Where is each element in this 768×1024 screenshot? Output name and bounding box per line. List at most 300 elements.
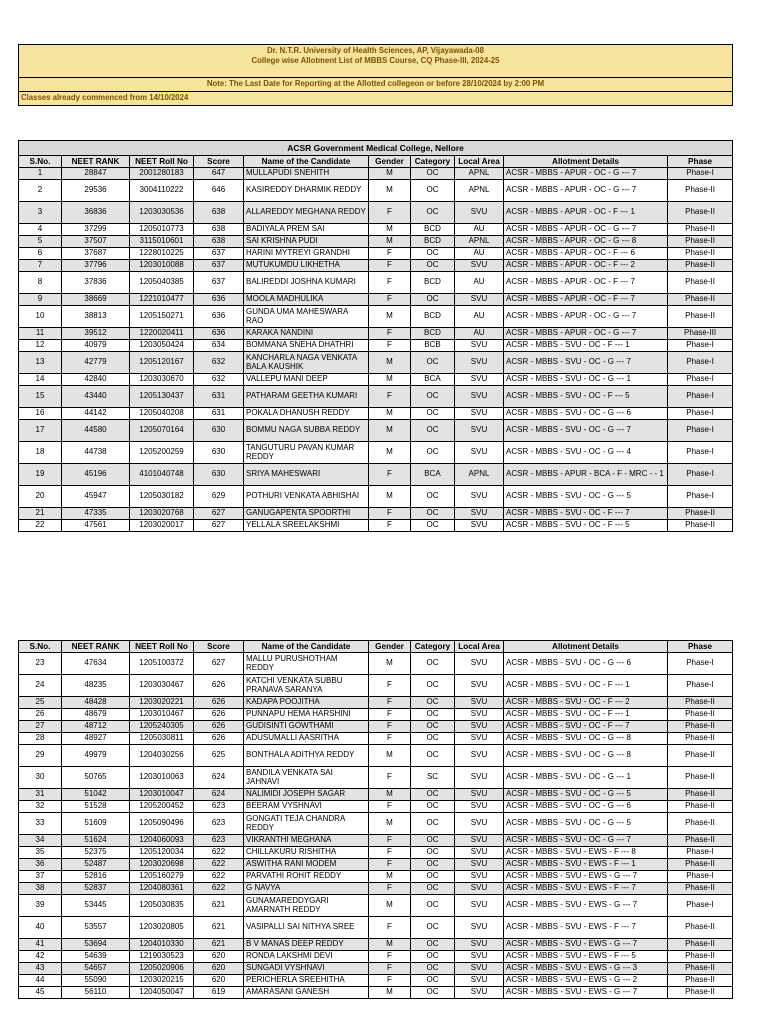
header-title-cell xyxy=(19,45,733,68)
local-area-cell: SVU xyxy=(455,420,504,442)
score-cell: 631 xyxy=(194,408,244,420)
phase-cell: Phase-II xyxy=(668,939,733,951)
local-area-cell: SVU xyxy=(455,733,504,745)
category-cell: OC xyxy=(411,895,455,917)
category-cell: OC xyxy=(411,180,455,202)
col-header: Score xyxy=(194,641,244,653)
score-cell: 637 xyxy=(194,260,244,272)
score-cell: 620 xyxy=(194,963,244,975)
category-cell: BCA xyxy=(411,464,455,486)
allotment-details-cell: ACSR - MBBS - SVU - OC - G --- 4 xyxy=(504,442,668,464)
neet-rank-cell: 42840 xyxy=(62,374,130,386)
category-cell: OC xyxy=(411,721,455,733)
category-cell: BCA xyxy=(411,374,455,386)
neet-rank-cell: 45196 xyxy=(62,464,130,486)
allotment-details-cell: ACSR - MBBS - SVU - EWS - G --- 7 xyxy=(504,939,668,951)
local-area-cell: SVU xyxy=(455,883,504,895)
sno-cell: 40 xyxy=(19,917,62,939)
neet-rank-cell: 52487 xyxy=(62,859,130,871)
local-area-cell: SVU xyxy=(455,508,504,520)
candidate-name-cell: ADUSUMALLI AASRITHA xyxy=(244,733,369,745)
neet-rank-cell: 53694 xyxy=(62,939,130,951)
local-area-cell: SVU xyxy=(455,789,504,801)
local-area-cell: SVU xyxy=(455,767,504,789)
allotment-details-cell: ACSR - MBBS - SVU - EWS - F --- 7 xyxy=(504,917,668,939)
local-area-cell: SVU xyxy=(455,835,504,847)
neet-rank-cell: 36836 xyxy=(62,202,130,224)
neet-rank-cell: 56110 xyxy=(62,987,130,999)
sno-cell: 1 xyxy=(19,168,62,180)
local-area-cell: SVU xyxy=(455,486,504,508)
candidate-name-cell: PARVATHI ROHIT REDDY xyxy=(244,871,369,883)
table-row xyxy=(19,202,733,224)
table-row xyxy=(19,180,733,202)
allotment-details-cell: ACSR - MBBS - APUR - OC - F --- 7 xyxy=(504,294,668,306)
col-header: Gender xyxy=(369,641,411,653)
gender-cell: F xyxy=(369,835,411,847)
roll-no-cell: 1203030670 xyxy=(130,374,194,386)
roll-no-cell: 1205010773 xyxy=(130,224,194,236)
gender-cell: F xyxy=(369,883,411,895)
table-row xyxy=(19,328,733,340)
score-cell: 634 xyxy=(194,340,244,352)
sno-cell: 26 xyxy=(19,709,62,721)
neet-rank-cell: 53445 xyxy=(62,895,130,917)
gender-cell: F xyxy=(369,733,411,745)
roll-no-cell: 1205120167 xyxy=(130,352,194,374)
col-header: NEET RANK xyxy=(62,156,130,168)
candidate-name-cell: POTHURI VENKATA ABHISHAI xyxy=(244,486,369,508)
table-row xyxy=(19,374,733,386)
roll-no-cell: 1203030467 xyxy=(130,675,194,697)
table-row xyxy=(19,975,733,987)
phase-cell: Phase-II xyxy=(668,306,733,328)
gender-cell: M xyxy=(369,408,411,420)
reporting-note: Note: The Last Date for Reporting at the Allotted collegeon or before 28/10/2024 by 2:00 PM xyxy=(19,78,733,92)
allotment-details-cell: ACSR - MBBS - SVU - OC - F --- 1 xyxy=(504,340,668,352)
col-header: S.No. xyxy=(19,641,62,653)
sno-cell: 4 xyxy=(19,224,62,236)
neet-rank-cell: 54657 xyxy=(62,963,130,975)
roll-no-cell: 1204010330 xyxy=(130,939,194,951)
phase-cell: Phase-I xyxy=(668,871,733,883)
sno-cell: 13 xyxy=(19,352,62,374)
allotment-details-cell: ACSR - MBBS - APUR - OC - F --- 1 xyxy=(504,202,668,224)
allotment-details-cell: ACSR - MBBS - SVU - OC - G --- 5 xyxy=(504,486,668,508)
col-header: NEET Roll No xyxy=(130,641,194,653)
neet-rank-cell: 38669 xyxy=(62,294,130,306)
score-cell: 636 xyxy=(194,306,244,328)
allotment-details-cell: ACSR - MBBS - SVU - EWS - G --- 7 xyxy=(504,871,668,883)
roll-no-cell: 1205120034 xyxy=(130,847,194,859)
candidate-name-cell: MULLAPUDI SNEHITH xyxy=(244,168,369,180)
allotment-details-cell: ACSR - MBBS - SVU - OC - G --- 5 xyxy=(504,789,668,801)
local-area-cell: SVU xyxy=(455,801,504,813)
allotment-details-cell: ACSR - MBBS - APUR - OC - G --- 7 xyxy=(504,168,668,180)
category-cell: OC xyxy=(411,709,455,721)
gender-cell: F xyxy=(369,328,411,340)
table-row xyxy=(19,168,733,180)
neet-rank-cell: 44738 xyxy=(62,442,130,464)
phase-cell: Phase-II xyxy=(668,697,733,709)
allotment-details-cell: ACSR - MBBS - SVU - OC - G --- 7 xyxy=(504,352,668,374)
score-cell: 623 xyxy=(194,813,244,835)
category-cell: OC xyxy=(411,951,455,963)
sno-cell: 14 xyxy=(19,374,62,386)
allotment-details-cell: ACSR - MBBS - SVU - EWS - G --- 7 xyxy=(504,895,668,917)
gender-cell: M xyxy=(369,168,411,180)
candidate-name-cell: BALIREDDI JOSHNA KUMARI xyxy=(244,272,369,294)
phase-cell: Phase-II xyxy=(668,745,733,767)
gender-cell: M xyxy=(369,939,411,951)
score-cell: 625 xyxy=(194,745,244,767)
score-cell: 630 xyxy=(194,420,244,442)
local-area-cell: AU xyxy=(455,248,504,260)
table-row xyxy=(19,801,733,813)
sno-cell: 33 xyxy=(19,813,62,835)
neet-rank-cell: 49979 xyxy=(62,745,130,767)
neet-rank-cell: 45947 xyxy=(62,486,130,508)
neet-rank-cell: 37507 xyxy=(62,236,130,248)
candidate-name-cell: BONTHALA ADITHYA REDDY xyxy=(244,745,369,767)
allotment-details-cell: ACSR - MBBS - APUR - BCA - F - MRC - - 1 xyxy=(504,464,668,486)
category-cell: OC xyxy=(411,520,455,532)
local-area-cell: APNL xyxy=(455,168,504,180)
neet-rank-cell: 52837 xyxy=(62,883,130,895)
candidate-name-cell: NALIMIDI JOSEPH SAGAR xyxy=(244,789,369,801)
neet-rank-cell: 28847 xyxy=(62,168,130,180)
phase-cell: Phase-I xyxy=(668,464,733,486)
candidate-name-cell: POKALA DHANUSH REDDY xyxy=(244,408,369,420)
gender-cell: M xyxy=(369,180,411,202)
phase-cell: Phase-II xyxy=(668,294,733,306)
gender-cell: M xyxy=(369,987,411,999)
table-row xyxy=(19,653,733,675)
category-cell: OC xyxy=(411,294,455,306)
gender-cell: F xyxy=(369,675,411,697)
candidate-name-cell: KARAKA NANDINI xyxy=(244,328,369,340)
sno-cell: 39 xyxy=(19,895,62,917)
local-area-cell: SVU xyxy=(455,520,504,532)
allotment-details-cell: ACSR - MBBS - APUR - OC - F --- 6 xyxy=(504,248,668,260)
phase-cell: Phase-I xyxy=(668,847,733,859)
neet-rank-cell: 43440 xyxy=(62,386,130,408)
phase-cell: Phase-II xyxy=(668,789,733,801)
candidate-name-cell: B V MANAS DEEP REDDY xyxy=(244,939,369,951)
score-cell: 636 xyxy=(194,294,244,306)
gender-cell: M xyxy=(369,306,411,328)
local-area-cell: APNL xyxy=(455,236,504,248)
sno-cell: 19 xyxy=(19,464,62,486)
neet-rank-cell: 38813 xyxy=(62,306,130,328)
candidate-name-cell: RONDA LAKSHMI DEVI xyxy=(244,951,369,963)
local-area-cell: AU xyxy=(455,224,504,236)
score-cell: 629 xyxy=(194,486,244,508)
candidate-name-cell: GUDISINTI GOWTHAMI xyxy=(244,721,369,733)
local-area-cell: SVU xyxy=(455,202,504,224)
roll-no-cell: 2001280183 xyxy=(130,168,194,180)
neet-rank-cell: 37836 xyxy=(62,272,130,294)
table-row xyxy=(19,745,733,767)
phase-cell: Phase-II xyxy=(668,883,733,895)
score-cell: 622 xyxy=(194,847,244,859)
neet-rank-cell: 52375 xyxy=(62,847,130,859)
col-header: Name of the Candidate xyxy=(244,641,369,653)
col-header: Local Area xyxy=(455,156,504,168)
sno-cell: 35 xyxy=(19,847,62,859)
roll-no-cell: 1203020768 xyxy=(130,508,194,520)
neet-rank-cell: 42779 xyxy=(62,352,130,374)
sno-cell: 21 xyxy=(19,508,62,520)
neet-rank-cell: 39512 xyxy=(62,328,130,340)
roll-no-cell: 1205030835 xyxy=(130,895,194,917)
phase-cell: Phase-II xyxy=(668,202,733,224)
local-area-cell: AU xyxy=(455,328,504,340)
candidate-name-cell: SRIYA MAHESWARI xyxy=(244,464,369,486)
score-cell: 621 xyxy=(194,939,244,951)
table-row xyxy=(19,236,733,248)
neet-rank-cell: 29536 xyxy=(62,180,130,202)
score-cell: 626 xyxy=(194,697,244,709)
category-cell: OC xyxy=(411,871,455,883)
local-area-cell: SVU xyxy=(455,442,504,464)
sno-cell: 43 xyxy=(19,963,62,975)
score-cell: 623 xyxy=(194,835,244,847)
category-cell: OC xyxy=(411,963,455,975)
document-header xyxy=(18,44,733,115)
allotment-details-cell: ACSR - MBBS - SVU - OC - F --- 1 xyxy=(504,709,668,721)
table-row xyxy=(19,675,733,697)
allotment-details-cell: ACSR - MBBS - SVU - OC - G --- 6 xyxy=(504,408,668,420)
col-header: S.No. xyxy=(19,156,62,168)
gender-cell: F xyxy=(369,464,411,486)
phase-cell: Phase-II xyxy=(668,801,733,813)
roll-no-cell: 1205240305 xyxy=(130,721,194,733)
sno-cell: 28 xyxy=(19,733,62,745)
allotment-details-cell: ACSR - MBBS - APUR - OC - F --- 2 xyxy=(504,260,668,272)
candidate-name-cell: CHILLAKURU RISHITHA xyxy=(244,847,369,859)
phase-cell: Phase-II xyxy=(668,180,733,202)
table-row xyxy=(19,917,733,939)
phase-cell: Phase-I xyxy=(668,675,733,697)
gender-cell: F xyxy=(369,260,411,272)
allotment-details-cell: ACSR - MBBS - SVU - EWS - G --- 7 xyxy=(504,987,668,999)
phase-cell: Phase-I xyxy=(668,168,733,180)
phase-cell: Phase-II xyxy=(668,272,733,294)
score-cell: 627 xyxy=(194,508,244,520)
score-cell: 632 xyxy=(194,374,244,386)
allotment-details-cell: ACSR - MBBS - SVU - OC - G --- 1 xyxy=(504,767,668,789)
category-cell: OC xyxy=(411,745,455,767)
gender-cell: M xyxy=(369,871,411,883)
table-row xyxy=(19,386,733,408)
phase-cell: Phase-II xyxy=(668,859,733,871)
list-title: College wise Allotment List of MBBS Course, CQ Phase-III, 2024-25 xyxy=(251,56,500,65)
allotment-details-cell: ACSR - MBBS - SVU - OC - F --- 2 xyxy=(504,697,668,709)
phase-cell: Phase-II xyxy=(668,224,733,236)
phase-cell: Phase-II xyxy=(668,917,733,939)
candidate-name-cell: AMARASANI GANESH xyxy=(244,987,369,999)
roll-no-cell: 1205040208 xyxy=(130,408,194,420)
col-header: NEET Roll No xyxy=(130,156,194,168)
neet-rank-cell: 37796 xyxy=(62,260,130,272)
allotment-details-cell: ACSR - MBBS - SVU - OC - G --- 8 xyxy=(504,733,668,745)
table-row xyxy=(19,859,733,871)
category-cell: OC xyxy=(411,260,455,272)
allotment-details-cell: ACSR - MBBS - SVU - OC - G --- 5 xyxy=(504,813,668,835)
sno-cell: 34 xyxy=(19,835,62,847)
category-cell: OC xyxy=(411,917,455,939)
sno-cell: 8 xyxy=(19,272,62,294)
category-cell: OC xyxy=(411,813,455,835)
score-cell: 622 xyxy=(194,883,244,895)
sno-cell: 37 xyxy=(19,871,62,883)
local-area-cell: SVU xyxy=(455,294,504,306)
phase-cell: Phase-II xyxy=(668,963,733,975)
score-cell: 626 xyxy=(194,709,244,721)
allotment-details-cell: ACSR - MBBS - SVU - EWS - G --- 3 xyxy=(504,963,668,975)
allotment-details-cell: ACSR - MBBS - SVU - OC - F --- 5 xyxy=(504,520,668,532)
sno-cell: 25 xyxy=(19,697,62,709)
university-name: Dr. N.T.R. University of Health Sciences, AP, Vijayawada-08 xyxy=(267,46,484,55)
score-cell: 621 xyxy=(194,895,244,917)
category-cell: BCD xyxy=(411,236,455,248)
allotment-details-cell: ACSR - MBBS - SVU - EWS - F --- 5 xyxy=(504,951,668,963)
local-area-cell: SVU xyxy=(455,374,504,386)
neet-rank-cell: 47561 xyxy=(62,520,130,532)
allotment-details-cell: ACSR - MBBS - SVU - EWS - F --- 8 xyxy=(504,847,668,859)
sno-cell: 29 xyxy=(19,745,62,767)
local-area-cell: AU xyxy=(455,272,504,294)
allotment-details-cell: ACSR - MBBS - SVU - OC - G --- 1 xyxy=(504,374,668,386)
category-cell: OC xyxy=(411,883,455,895)
sno-cell: 2 xyxy=(19,180,62,202)
sno-cell: 10 xyxy=(19,306,62,328)
candidate-name-cell: VIKRANTHI MEGHANA xyxy=(244,835,369,847)
score-cell: 624 xyxy=(194,789,244,801)
table-row xyxy=(19,871,733,883)
classes-note: Classes already commenced from 14/10/2024 xyxy=(19,92,733,106)
gender-cell: M xyxy=(369,653,411,675)
sno-cell: 22 xyxy=(19,520,62,532)
neet-rank-cell: 37299 xyxy=(62,224,130,236)
allotment-details-cell: ACSR - MBBS - SVU - EWS - F --- 7 xyxy=(504,883,668,895)
sno-cell: 18 xyxy=(19,442,62,464)
local-area-cell: SVU xyxy=(455,859,504,871)
candidate-name-cell: SUNGADI VYSHNAVI xyxy=(244,963,369,975)
neet-rank-cell: 52816 xyxy=(62,871,130,883)
score-cell: 631 xyxy=(194,386,244,408)
candidate-name-cell: PERICHERLA SREEHITHA xyxy=(244,975,369,987)
col-header: NEET RANK xyxy=(62,641,130,653)
local-area-cell: SVU xyxy=(455,653,504,675)
sno-cell: 27 xyxy=(19,721,62,733)
sno-cell: 30 xyxy=(19,767,62,789)
allotment-details-cell: ACSR - MBBS - SVU - EWS - F --- 1 xyxy=(504,859,668,871)
roll-no-cell: 1205200259 xyxy=(130,442,194,464)
category-cell: OC xyxy=(411,486,455,508)
phase-cell: Phase-I xyxy=(668,386,733,408)
category-cell: OC xyxy=(411,248,455,260)
col-header: Allotment Details xyxy=(504,156,668,168)
roll-no-cell: 1205200452 xyxy=(130,801,194,813)
roll-no-cell: 3115010601 xyxy=(130,236,194,248)
gender-cell: F xyxy=(369,801,411,813)
local-area-cell: SVU xyxy=(455,721,504,733)
gender-cell: F xyxy=(369,767,411,789)
gender-cell: M xyxy=(369,789,411,801)
local-area-cell: SVU xyxy=(455,917,504,939)
roll-no-cell: 1203010063 xyxy=(130,767,194,789)
gender-cell: F xyxy=(369,508,411,520)
category-cell: OC xyxy=(411,859,455,871)
roll-no-cell: 1219030523 xyxy=(130,951,194,963)
neet-rank-cell: 51528 xyxy=(62,801,130,813)
allotment-details-cell: ACSR - MBBS - SVU - OC - F --- 7 xyxy=(504,721,668,733)
allotment-details-cell: ACSR - MBBS - SVU - OC - G --- 6 xyxy=(504,653,668,675)
candidate-name-cell: KASIREDDY DHARMIK REDDY xyxy=(244,180,369,202)
gender-cell: F xyxy=(369,520,411,532)
local-area-cell: SVU xyxy=(455,951,504,963)
sno-cell: 16 xyxy=(19,408,62,420)
local-area-cell: SVU xyxy=(455,939,504,951)
phase-cell: Phase-II xyxy=(668,951,733,963)
category-cell: OC xyxy=(411,442,455,464)
sno-cell: 24 xyxy=(19,675,62,697)
phase-cell: Phase-I xyxy=(668,408,733,420)
roll-no-cell: 1203020221 xyxy=(130,697,194,709)
category-cell: OC xyxy=(411,508,455,520)
score-cell: 620 xyxy=(194,975,244,987)
category-cell: BCD xyxy=(411,224,455,236)
table-row xyxy=(19,420,733,442)
roll-no-cell: 1203010467 xyxy=(130,709,194,721)
roll-no-cell: 1205130437 xyxy=(130,386,194,408)
phase-cell: Phase-II xyxy=(668,721,733,733)
candidate-name-cell: BOMMU NAGA SUBBA REDDY xyxy=(244,420,369,442)
allotment-details-cell: ACSR - MBBS - SVU - OC - G --- 7 xyxy=(504,835,668,847)
col-header: Name of the Candidate xyxy=(244,156,369,168)
phase-cell: Phase-III xyxy=(668,328,733,340)
candidate-name-cell: ASWITHA RANI MODEM xyxy=(244,859,369,871)
category-cell: BCD xyxy=(411,272,455,294)
category-cell: OC xyxy=(411,675,455,697)
neet-rank-cell: 54639 xyxy=(62,951,130,963)
category-cell: OC xyxy=(411,653,455,675)
phase-cell: Phase-II xyxy=(668,767,733,789)
gender-cell: F xyxy=(369,294,411,306)
candidate-name-cell: KADAPA POOJITHA xyxy=(244,697,369,709)
local-area-cell: SVU xyxy=(455,260,504,272)
phase-cell: Phase-II xyxy=(668,520,733,532)
table-row xyxy=(19,835,733,847)
score-cell: 637 xyxy=(194,272,244,294)
gender-cell: M xyxy=(369,486,411,508)
neet-rank-cell: 44142 xyxy=(62,408,130,420)
local-area-cell: SVU xyxy=(455,745,504,767)
local-area-cell: SVU xyxy=(455,895,504,917)
roll-no-cell: 1203010047 xyxy=(130,789,194,801)
roll-no-cell: 1204080361 xyxy=(130,883,194,895)
category-cell: OC xyxy=(411,733,455,745)
candidate-name-cell: GUNAMAREDDYGARI AMARNATH REDDY xyxy=(244,895,369,917)
sno-cell: 7 xyxy=(19,260,62,272)
gender-cell: F xyxy=(369,709,411,721)
roll-no-cell: 1205070164 xyxy=(130,420,194,442)
gender-cell: F xyxy=(369,386,411,408)
allotment-details-cell: ACSR - MBBS - APUR - OC - G --- 7 xyxy=(504,180,668,202)
gender-cell: M xyxy=(369,236,411,248)
